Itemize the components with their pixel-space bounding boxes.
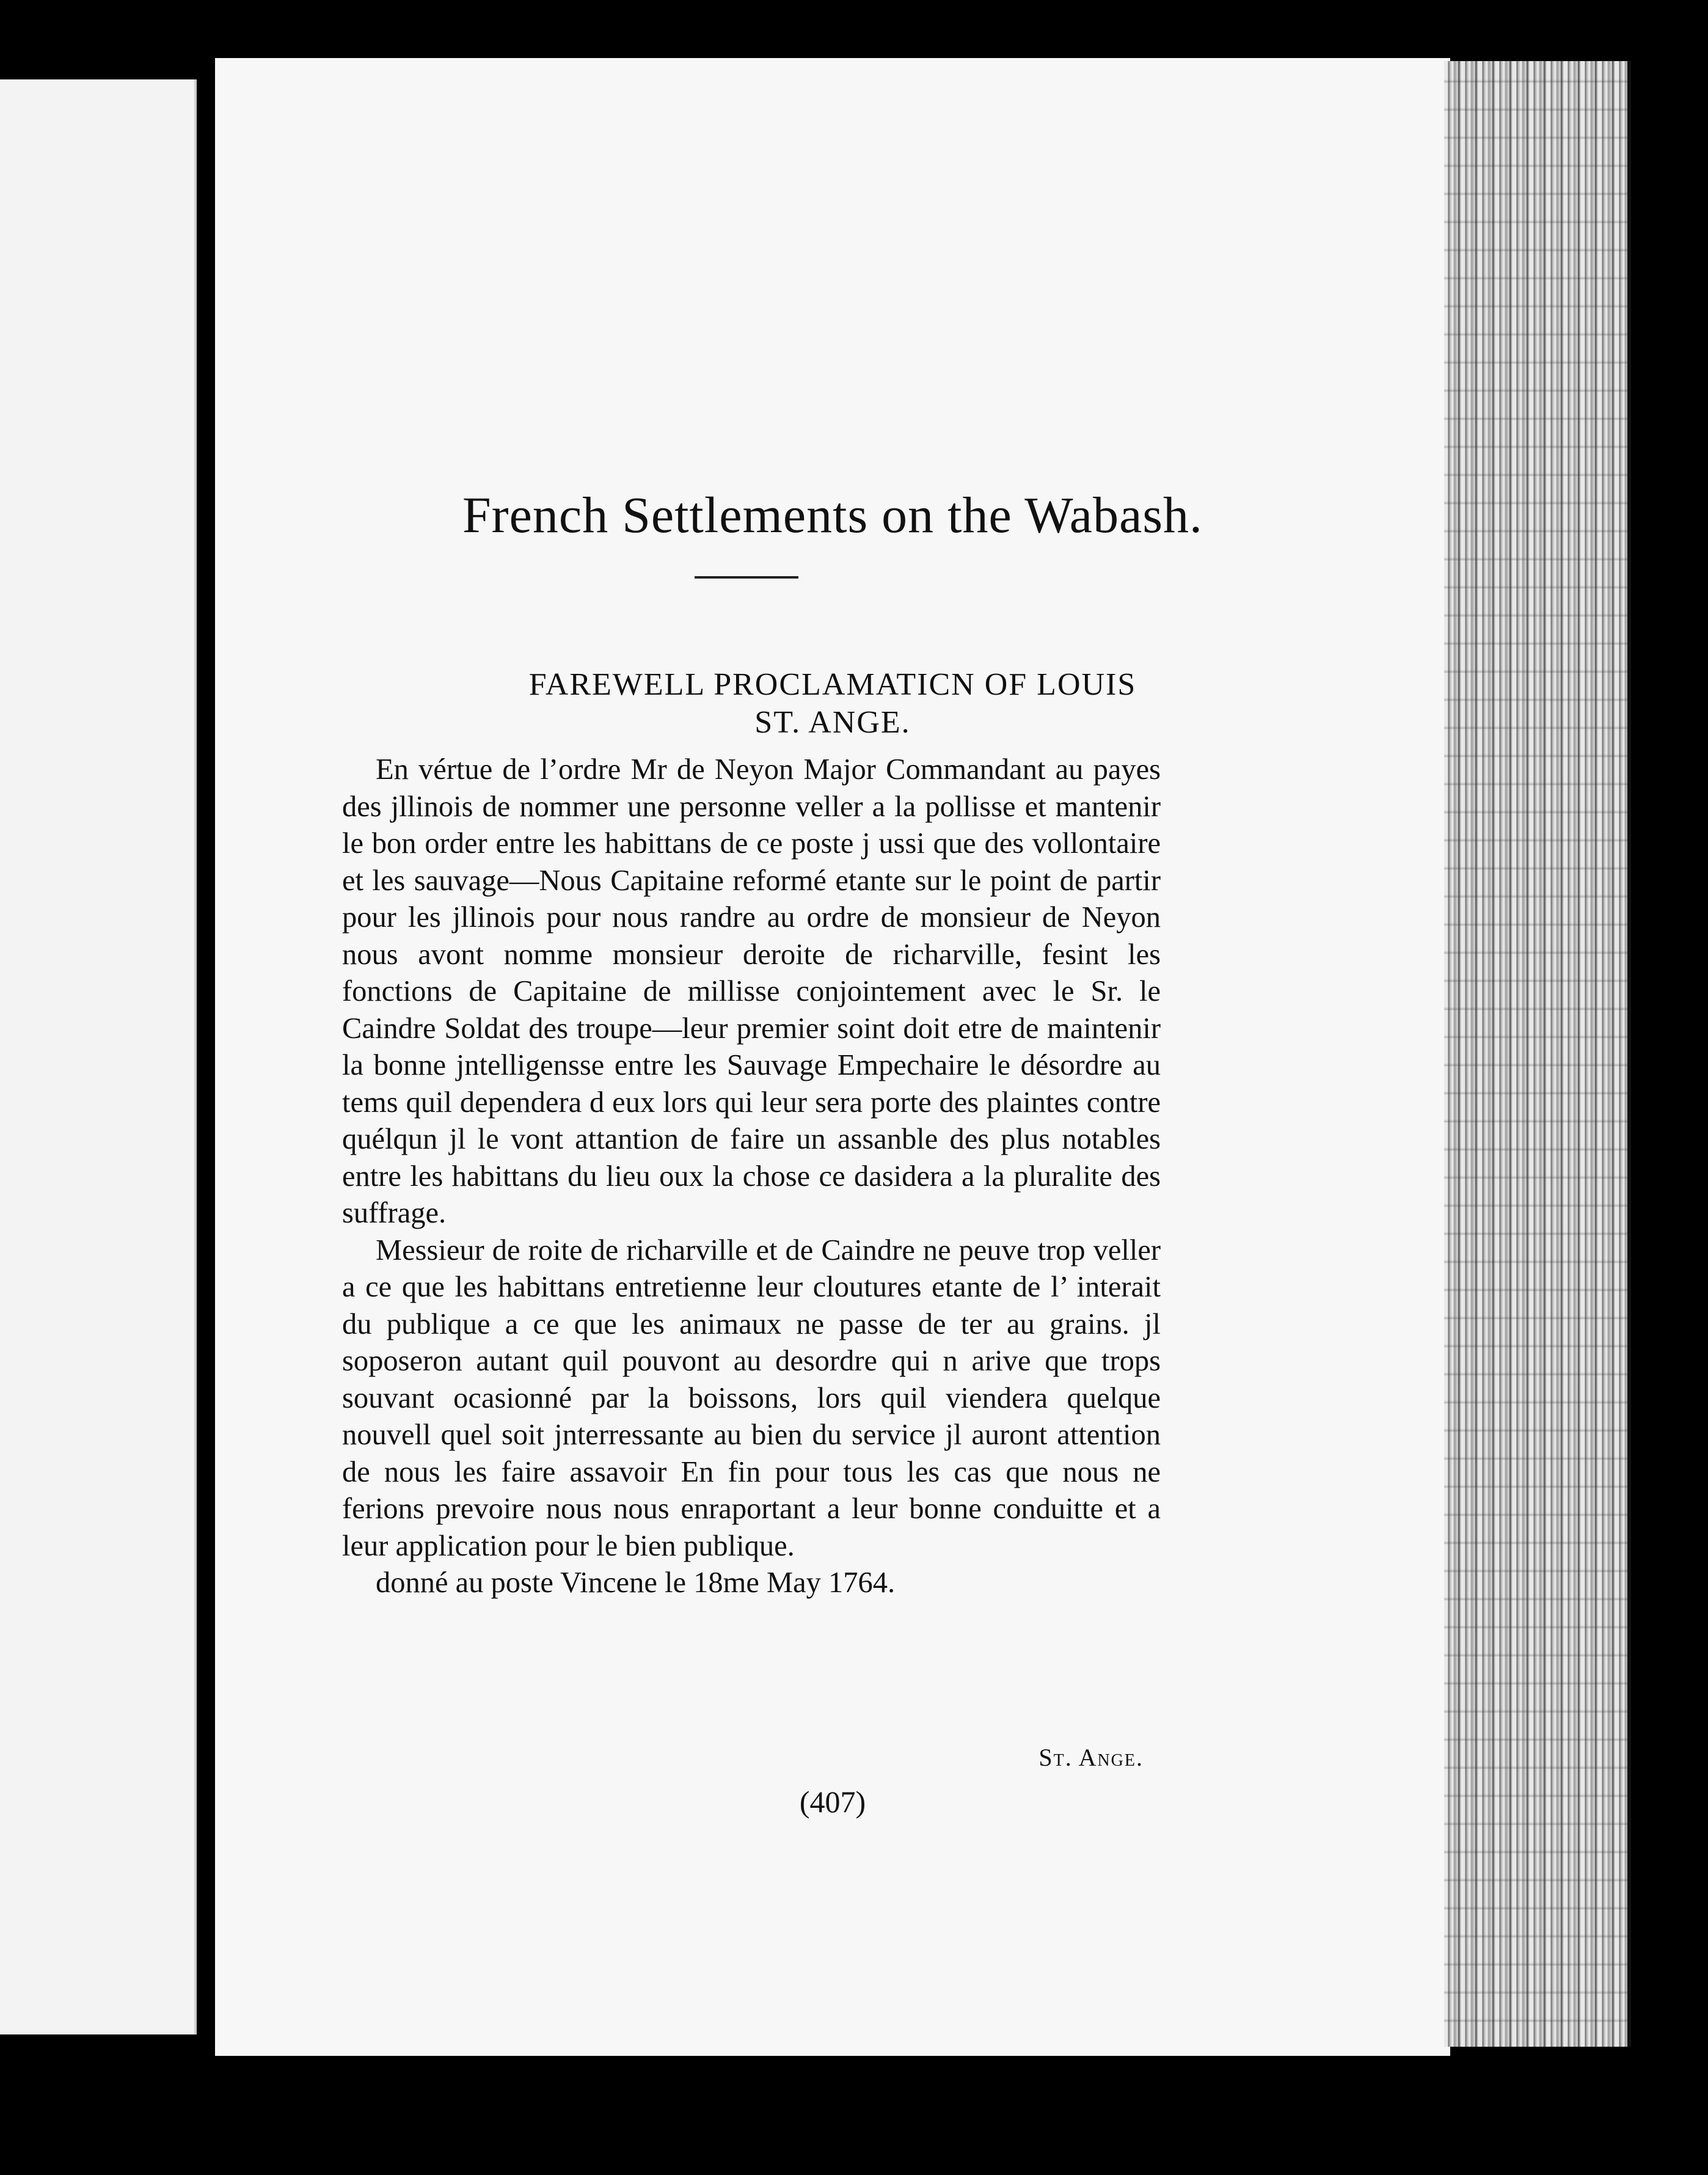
section-heading <box>215 666 1450 742</box>
book-page-edges <box>1444 61 1631 2047</box>
paragraph-1: En vértue de l’ordre Mr de Neyon Major Commandant au payes des jllinois de nommer une personne veller a la pollisse et mantenir le bon order entre les habittans de ce poste j ussi que des vollontaire et les sauvage—Nous Capitaine reformé etante sur le point de partir pour les jllinois pour nous randre au ordre de monsieur de Neyon nous avont nomme monsieur deroite de richarville, fesint les fonctions de Capitaine de millisse conjointement avec le Sr. le Caindre Soldat des troupe—leur premier soint doit etre de maintenir la bonne jntelligensse entre les Sauvage Empechaire le désordre au tems quil dependera d eux lors qui leur sera porte des plaintes contre quélqun jl le vont attantion de faire un assanble des plus notables entre les habittans du lieu oux la chose ce dasidera a la pluralite des suffrage. <box>342 753 1161 1229</box>
previous-page-edge <box>0 79 197 2034</box>
section-heading-line-2: ST. ANGE. <box>754 705 911 740</box>
page-title: French Settlements on the Wabash. <box>462 487 1203 544</box>
title-divider <box>695 576 798 579</box>
proclamation-text <box>342 751 1161 1602</box>
page-number: (407) <box>799 1785 866 1819</box>
paragraph-2: Messieur de roite de richarville et de Caindre ne peuve trop veller a ce que les habittans entretienne leur cloutures etante de l’ interait du publique a ce que les animaux ne passe de ter au grains. jl soposeron autant quil pouvont au desordre qui n arive que trops souvant ocasionné par la boissons, lors quil viendera quelque nouvell quel soit jnterressante au bien du service jl auront attention de nous les faire assavoir En fin pour tous les cas que nous ne ferions prevoire nous nous enraportant a leur bonne conduitte et a leur application pour le bien publique. <box>342 1234 1161 1562</box>
book-page <box>215 58 1450 2056</box>
section-heading-line-1: FAREWELL PROCLAMATICN OF LOUIS <box>528 667 1137 702</box>
signature: St. Ange. <box>1038 1744 1144 1771</box>
date-line: donné au poste Vincene le 18me May 1764. <box>376 1566 896 1599</box>
